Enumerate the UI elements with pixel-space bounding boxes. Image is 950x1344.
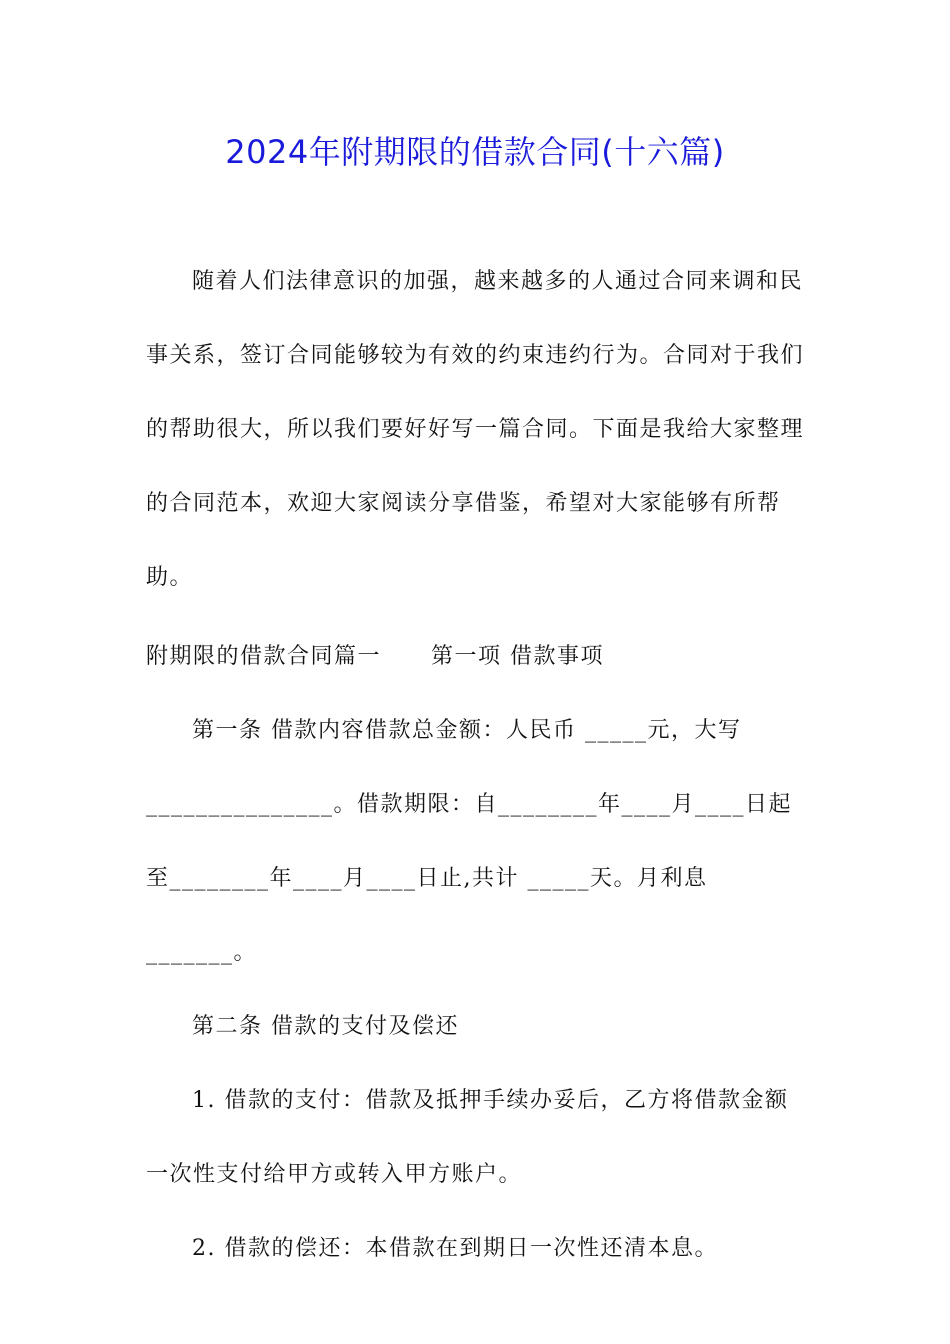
- document-title: 2024年附期限的借款合同(十六篇): [225, 133, 725, 171]
- intro-section: [146, 245, 806, 615]
- clause-2-item-1: 1. 借款的支付：借款及抵押手续办妥后，乙方将借款金额一次性支付给甲方或转入甲方账户。: [146, 1088, 789, 1187]
- section-heading-line: [146, 620, 806, 694]
- clause-1: 第一条 借款内容借款总金额：人民币 _____元，大写 _______________。借款期限：自________年____月____日起至________年____月____日止,共计 _____天。月利息 _______。: [146, 718, 793, 965]
- intro-paragraph: 随着人们法律意识的加强，越来越多的人通过合同来调和民事关系，签订合同能够较为有效的约束违约行为。合同对于我们的帮助很大，所以我们要好好写一篇合同。下面是我给大家整理的合同范本，欢迎大家阅读分享借鉴，希望对大家能够有所帮助。: [146, 269, 805, 590]
- clause-2-item-2: 2. 借款的偿还：本借款在到期日一次性还清本息。: [192, 1236, 718, 1261]
- section-item: 第一项 借款事项: [431, 644, 605, 669]
- contract-section: [146, 620, 806, 1286]
- clause-2-title: 第二条 借款的支付及偿还: [192, 1014, 459, 1039]
- section-heading: 附期限的借款合同篇一: [146, 644, 382, 669]
